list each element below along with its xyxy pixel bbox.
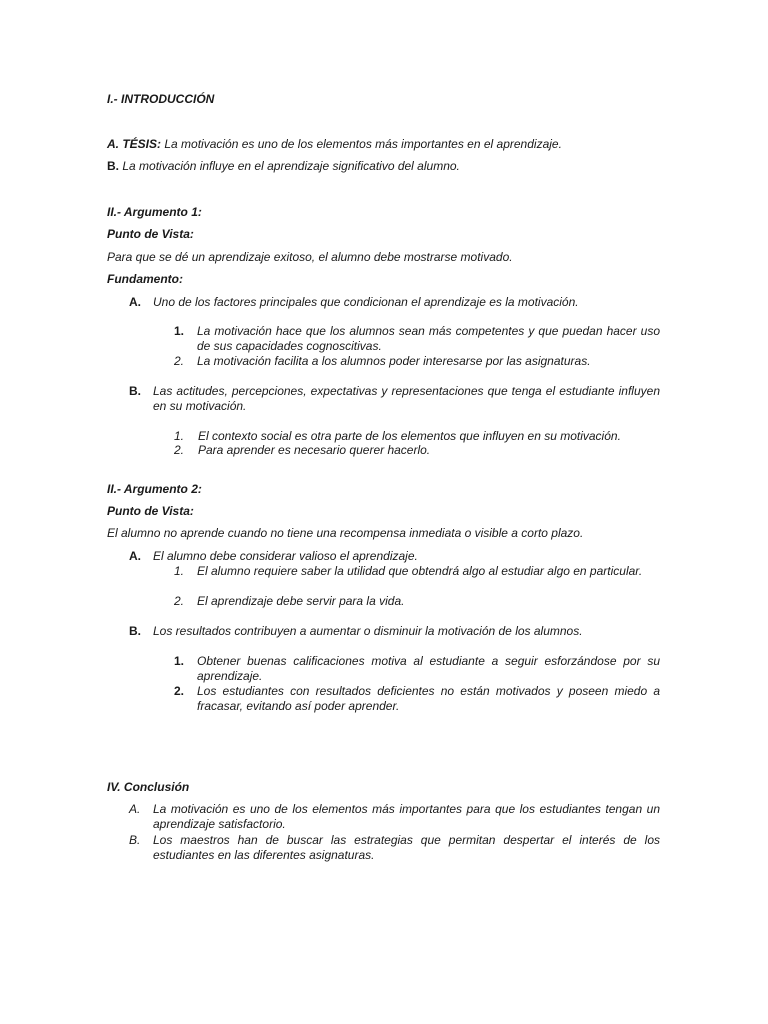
arg2-a-item-text: El alumno requiere saber la utilidad que obtendrá algo al estudiar algo en particular. — [197, 564, 643, 578]
intro-b-line — [107, 159, 460, 174]
intro-b-marker: B. — [107, 159, 119, 173]
arg1-heading: II.- Argumento 1: — [107, 205, 202, 219]
arg2-a-item-marker: 2. — [174, 594, 185, 608]
arg1-a-item-marker: 1. — [174, 324, 185, 338]
thesis-line — [107, 137, 562, 152]
arg1-b-text: Las actitudes, percepciones, expectativas y representaciones que tenga el estudiante influyen en su motivación. — [153, 384, 660, 413]
arg1-b-item-marker: 2. — [174, 443, 185, 457]
arg1-a-item-text: La motivación facilita a los alumnos poder interesarse por las asignaturas. — [197, 354, 591, 368]
arg2-heading: II.- Argumento 2: — [107, 482, 202, 496]
arg2-pv-label: Punto de Vista: — [107, 504, 194, 518]
arg1-pv-text: Para que se dé un aprendizaje exitoso, el alumno debe mostrarse motivado. — [107, 250, 513, 264]
thesis-text: La motivación es uno de los elementos más importantes en el aprendizaje. — [164, 137, 562, 151]
arg2-b-text: Los resultados contribuyen a aumentar o disminuir la motivación de los alumnos. — [153, 624, 583, 638]
arg2-b-item-text: Obtener buenas calificaciones motiva al estudiante a seguir esforzándose por su aprendizaje. — [197, 654, 660, 683]
arg1-b-item-text: El contexto social es otra parte de los elementos que influyen en su motivación. — [198, 429, 621, 443]
intro-b-text: La motivación influye en el aprendizaje significativo del alumno. — [122, 159, 460, 173]
arg1-a-item-text: La motivación hace que los alumnos sean más competentes y que puedan hacer uso de sus capacidades cognoscitivas. — [197, 324, 660, 353]
arg2-b-item-text: Los estudiantes con resultados deficientes no están motivados y poseen miedo a fracasar, evitando así poder aprender. — [197, 684, 660, 713]
arg2-a-text: El alumno debe considerar valioso el aprendizaje. — [153, 549, 418, 563]
thesis-marker: A. TÉSIS: — [107, 137, 162, 151]
conclusion-item-marker: A. — [129, 802, 141, 816]
conclusion-heading: IV. Conclusión — [107, 780, 190, 794]
conclusion-item-marker: B. — [129, 833, 141, 847]
arg1-fundamento-label: Fundamento: — [107, 272, 183, 286]
arg2-a-item-marker: 1. — [174, 564, 185, 578]
arg1-b-item-marker: 1. — [174, 429, 185, 443]
arg2-b-marker: B. — [129, 624, 141, 638]
conclusion-item-text: La motivación es uno de los elementos más importantes para que los estudiantes tengan un aprendizaje satisfactorio. — [153, 802, 660, 831]
conclusion-item-text: Los maestros han de buscar las estrategias que permitan despertar el interés de los estudiantes en las diferentes asignaturas. — [153, 833, 660, 862]
arg2-b-item-marker: 1. — [174, 654, 185, 668]
arg1-b-item-text: Para aprender es necesario querer hacerlo. — [198, 443, 431, 457]
arg1-a-marker: A. — [129, 295, 141, 309]
intro-heading: I.- INTRODUCCIÓN — [107, 92, 215, 106]
arg2-pv-text: El alumno no aprende cuando no tiene una recompensa inmediata o visible a corto plazo. — [107, 526, 584, 540]
arg2-a-item-text: El aprendizaje debe servir para la vida. — [197, 594, 405, 608]
arg1-a-text: Uno de los factores principales que condicionan el aprendizaje es la motivación. — [153, 295, 579, 309]
arg2-b-item-marker: 2. — [174, 684, 185, 698]
arg1-a-item-marker: 2. — [174, 354, 185, 368]
arg1-b-marker: B. — [129, 384, 141, 398]
arg1-pv-label: Punto de Vista: — [107, 227, 194, 241]
arg2-a-marker: A. — [129, 549, 141, 563]
